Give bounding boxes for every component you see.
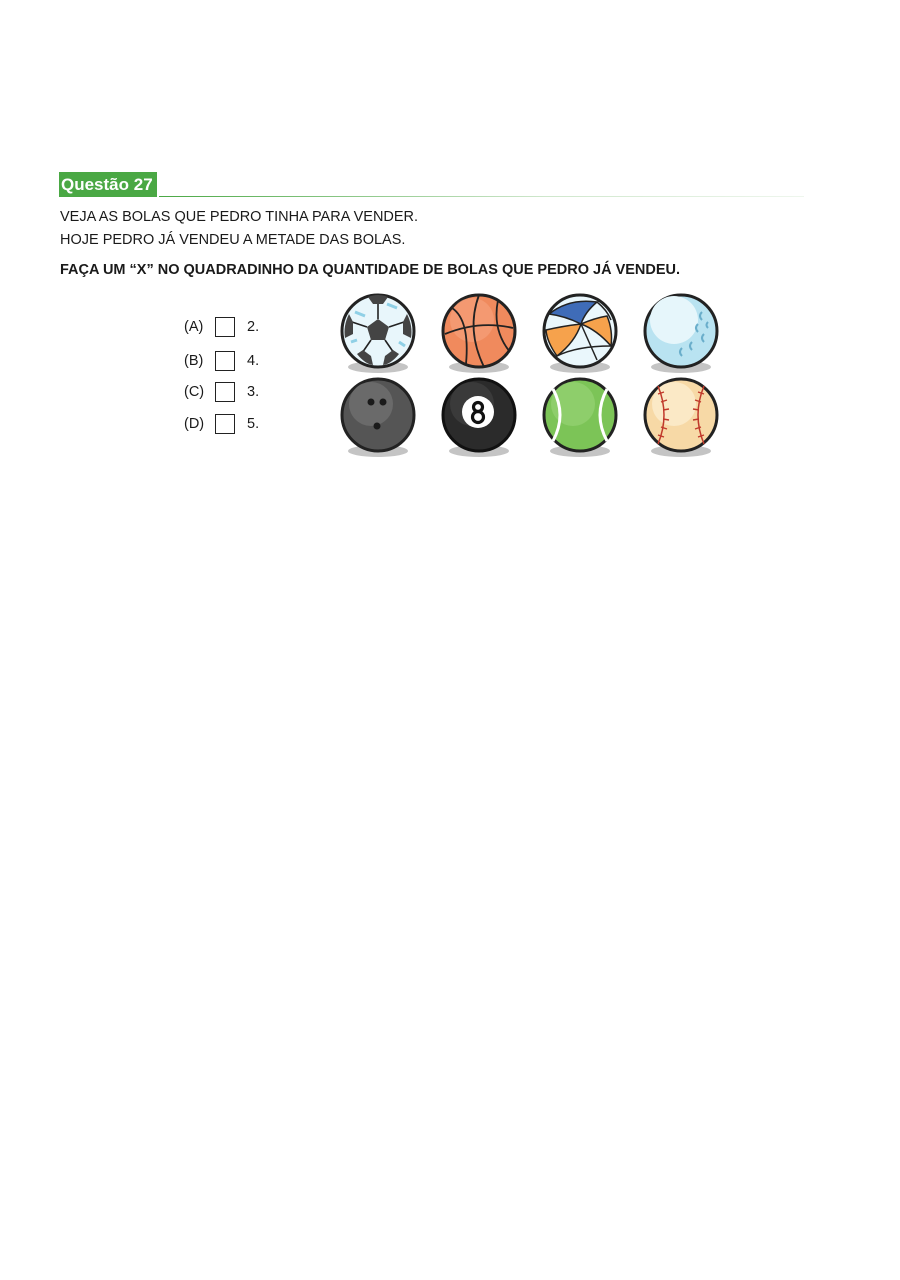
option-letter: (C) — [184, 384, 205, 400]
option-a-checkbox[interactable] — [215, 317, 235, 337]
instruction: FAÇA UM “X” NO QUADRADINHO DA QUANTIDADE DE BOLAS QUE PEDRO JÁ VENDEU. — [60, 262, 681, 278]
tennis-ball-icon — [537, 374, 623, 460]
option-b-checkbox[interactable] — [215, 351, 235, 371]
header-divider — [159, 196, 804, 197]
option-value: 2. — [247, 319, 260, 335]
option-letter: (D) — [184, 416, 205, 432]
statement-line-1: VEJA AS BOLAS QUE PEDRO TINHA PARA VENDER. — [60, 209, 419, 225]
bowling-ball-icon — [335, 374, 421, 460]
volleyball-icon — [537, 290, 623, 376]
golf-ball-icon — [638, 290, 724, 376]
statement-line-2: HOJE PEDRO JÁ VENDEU A METADE DAS BOLAS. — [60, 232, 406, 248]
option-letter: (A) — [184, 319, 204, 335]
option-letter: (B) — [184, 353, 204, 369]
eight-ball-icon — [436, 374, 522, 460]
baseball-icon — [638, 374, 724, 460]
basketball-icon — [436, 290, 522, 376]
question-title: Questão 27 — [59, 172, 157, 197]
option-value: 3. — [247, 384, 260, 400]
option-c-checkbox[interactable] — [215, 382, 235, 402]
question-header — [59, 172, 804, 198]
soccer-ball-icon — [335, 290, 421, 376]
option-value: 5. — [247, 416, 260, 432]
option-d-checkbox[interactable] — [215, 414, 235, 434]
balls-illustration — [335, 290, 725, 465]
option-value: 4. — [247, 353, 260, 369]
